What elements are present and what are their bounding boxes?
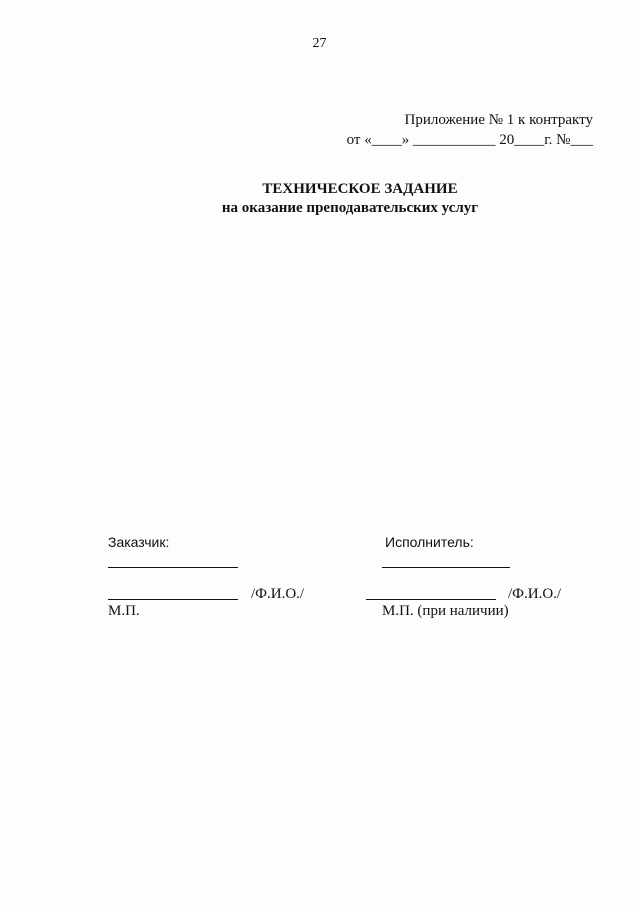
contractor-name-line <box>382 567 510 568</box>
page-number: 27 <box>312 36 327 51</box>
appendix-reference: Приложение № 1 к контракту <box>404 112 593 128</box>
customer-fio-label: /Ф.И.О./ <box>251 586 305 602</box>
contractor-fio-label: /Ф.И.О./ <box>508 586 562 602</box>
contractor-label: Исполнитель: <box>385 534 474 550</box>
contractor-stamp-label: М.П. (при наличии) <box>382 603 509 619</box>
document-title: ТЕХНИЧЕСКОЕ ЗАДАНИЕ <box>262 181 458 197</box>
customer-label: Заказчик: <box>108 534 170 550</box>
document-subtitle: на оказание преподавательских услуг <box>221 200 479 216</box>
customer-signature-line <box>108 599 238 600</box>
customer-name-line <box>108 567 238 568</box>
customer-stamp-label: М.П. <box>108 603 140 619</box>
contractor-signature-line <box>366 599 496 600</box>
contract-date-number-line: от «____» ___________ 20____г. №___ <box>346 132 593 148</box>
